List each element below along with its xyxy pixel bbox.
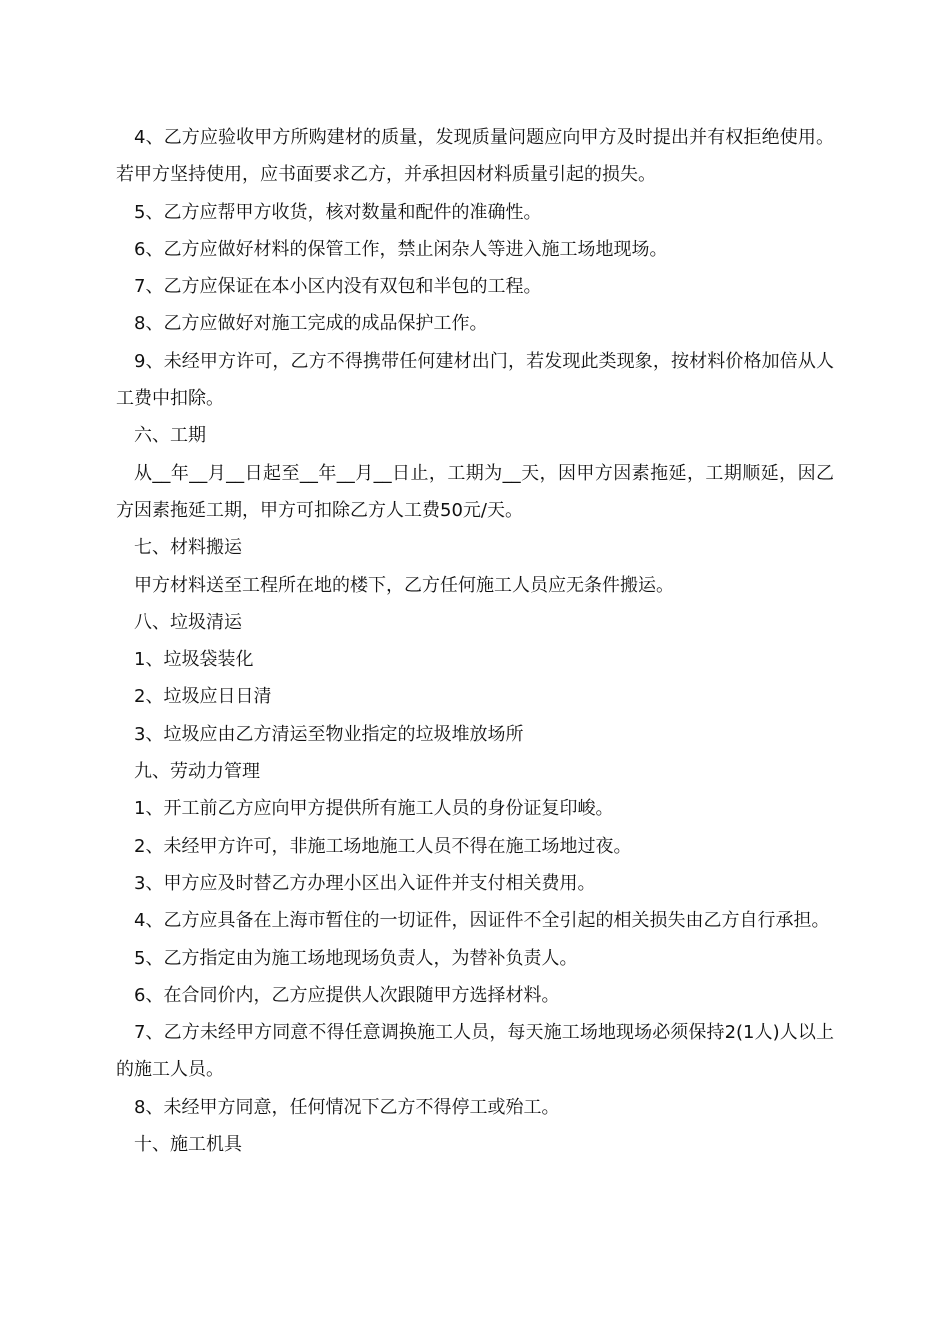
clause-residence-documents: 4、乙方应具备在上海市暂住的一切证件，因证件不全引起的相关损失由乙方自行承担。: [134, 910, 830, 932]
document-body: [116, 119, 834, 1163]
clause-finished-protection: 8、乙方应做好对施工完成的成品保护工作。: [134, 313, 488, 335]
section-heading-waste-removal: 八、垃圾清运: [134, 611, 242, 633]
clause-receive-goods: 5、乙方应帮甲方收货，核对数量和配件的准确性。: [134, 201, 542, 223]
section-heading-labor-management: 九、劳动力管理: [134, 761, 260, 783]
section-heading-material-transport: 七、材料搬运: [134, 537, 242, 559]
clause-waste-daily: 2、垃圾应日日清: [134, 686, 272, 708]
section-heading-schedule: 六、工期: [134, 425, 206, 447]
clause-no-work-stoppage: 8、未经甲方同意，任何情况下乙方不得停工或殆工。: [134, 1096, 560, 1118]
clause-no-carry-materials: 9、未经甲方许可，乙方不得携带任何建材出门，若发现此类现象，按材料价格加倍从人工费中扣除。: [116, 350, 834, 410]
clause-access-permits: 3、甲方应及时替乙方办理小区出入证件并支付相关费用。: [134, 872, 596, 894]
clause-staff-changes: 7、乙方未经甲方同意不得任意调换施工人员，每天施工场地现场必须保持2(1人)人以上的施工人员。: [116, 1022, 834, 1081]
clause-waste-disposal-site: 3、垃圾应由乙方清运至物业指定的垃圾堆放场所: [134, 723, 524, 745]
clause-site-manager: 5、乙方指定由为施工场地现场负责人，为替补负责人。: [134, 947, 578, 969]
section-heading-construction-tools: 十、施工机具: [134, 1134, 242, 1156]
clause-material-selection-escort: 6、在合同价内，乙方应提供人次跟随甲方选择材料。: [134, 984, 560, 1006]
clause-id-copies: 1、开工前乙方应向甲方提供所有施工人员的身份证复印峻。: [134, 798, 614, 820]
clause-schedule-terms: 从__年__月__日起至__年__月__日止，工期为__天，因甲方因素拖延，工期顺延，因乙方因素拖延工期，甲方可扣除乙方人工费50元/天。: [116, 462, 834, 521]
clause-material-inspection: 4、乙方应验收甲方所购建材的质量，发现质量问题应向甲方及时提出并有权拒绝使用。若甲方坚持使用，应书面要求乙方，并承担因材料质量引起的损失。: [116, 127, 834, 186]
clause-waste-bagging: 1、垃圾袋装化: [134, 649, 254, 671]
clause-no-subcontract: 7、乙方应保证在本小区内没有双包和半包的工程。: [134, 276, 542, 298]
clause-material-transport: 甲方材料送至工程所在地的楼下，乙方任何施工人员应无条件搬运。: [134, 574, 674, 596]
clause-no-overnight: 2、未经甲方许可，非施工场地施工人员不得在施工场地过夜。: [134, 835, 632, 857]
clause-material-storage: 6、乙方应做好材料的保管工作，禁止闲杂人等进入施工场地现场。: [134, 238, 668, 260]
